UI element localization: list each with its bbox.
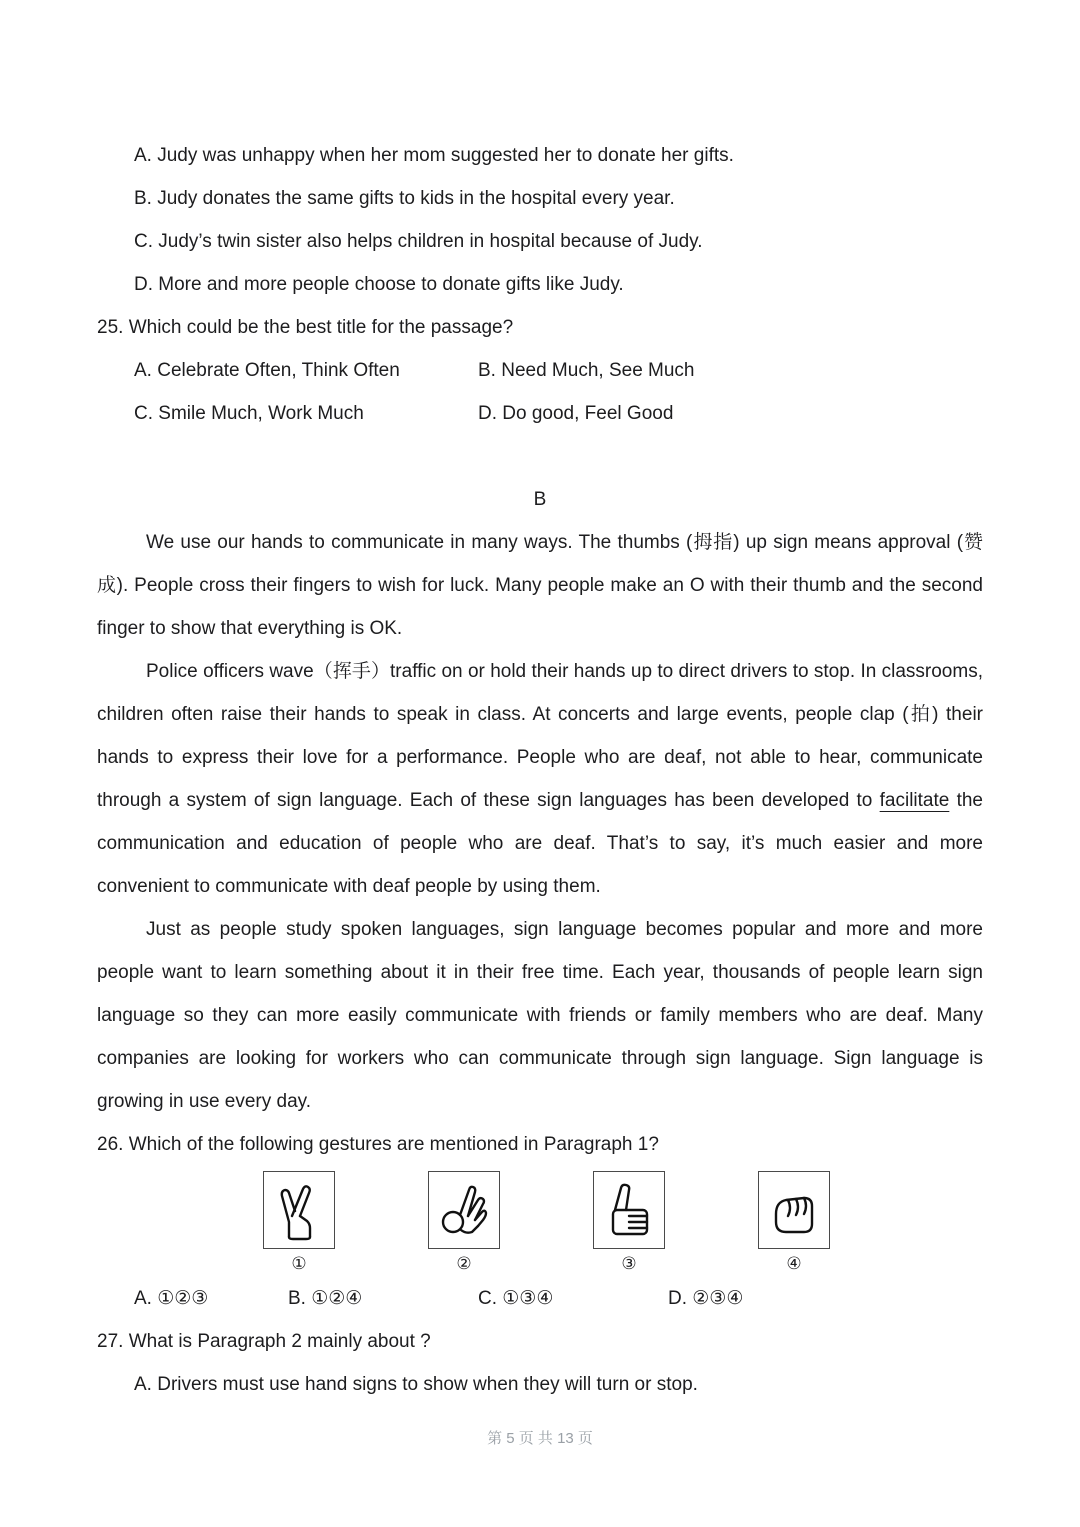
gesture-2-label: ②	[456, 1254, 472, 1273]
option-c: C. Smile Much, Work Much	[134, 403, 364, 424]
option-a: A. Judy was unhappy when her mom suggested her to donate her gifts.	[134, 145, 734, 166]
thumbs-up-icon	[601, 1178, 657, 1242]
option-b: B. ①②④	[288, 1288, 363, 1309]
gesture-1-box	[263, 1171, 335, 1249]
question-27-stem: 27. What is Paragraph 2 mainly about ?	[97, 1331, 431, 1352]
option-c: C. ①③④	[478, 1288, 554, 1309]
gesture-2-box	[428, 1171, 500, 1249]
passage-paragraph-2	[97, 650, 983, 908]
spacer	[97, 435, 983, 478]
option-a: A. Celebrate Often, Think Often	[134, 360, 400, 381]
page-number-footer: 第 5 页 共 13 页	[487, 1430, 593, 1447]
crossed-fingers-v-sign-icon	[274, 1178, 324, 1242]
paragraph-2-text-before: Police officers wave（挥手）traffic on or hold their hands up to direct drivers to stop. In classrooms, children often raise their hands to speak in class. At concerts and large events, people clap (拍) their hands to express their love for a performance. People who are deaf, not able to hear, communicate through a system of sign language. Each of these sign languages has been developed to	[97, 661, 983, 811]
gesture-4-box	[758, 1171, 830, 1249]
underlined-word-facilitate: facilitate	[879, 790, 950, 811]
passage-section-label: B	[533, 489, 547, 510]
ok-sign-icon	[436, 1178, 492, 1242]
question-26-stem: 26. Which of the following gestures are mentioned in Paragraph 1?	[97, 1134, 659, 1155]
option-d: D. ②③④	[668, 1288, 744, 1309]
gesture-3-label: ③	[621, 1254, 637, 1273]
gesture-images-row	[97, 1171, 983, 1277]
option-c: C. Judy’s twin sister also helps children in hospital because of Judy.	[134, 231, 703, 252]
option-b: B. Judy donates the same gifts to kids in the hospital every year.	[134, 188, 675, 209]
gesture-3-box	[593, 1171, 665, 1249]
gesture-2	[428, 1171, 500, 1277]
gesture-1	[263, 1171, 335, 1277]
question-24-options	[97, 134, 983, 306]
gesture-4-label: ④	[786, 1254, 802, 1273]
gesture-4	[758, 1171, 830, 1277]
option-d: D. Do good, Feel Good	[478, 403, 674, 424]
option-b: B. Need Much, See Much	[478, 360, 695, 381]
fist-icon	[766, 1178, 822, 1242]
paragraph-2-text-after: the communication and education of people who are deaf. That’s to say, it’s much easier and more convenient to communicate with deaf people by using them.	[97, 790, 983, 897]
passage-paragraph-3: Just as people study spoken languages, sign language becomes popular and more and more people want to learn something about it in their free time. Each year, thousands of people learn sign language so they can more easily communicate with friends or family members who are deaf. Many companies are looking for workers who can communicate through sign language. Sign language is growing in use every day.	[97, 919, 983, 1112]
option-d: D. More and more people choose to donate gifts like Judy.	[134, 274, 624, 295]
question-25-options-row-1	[97, 349, 983, 392]
gesture-1-label: ①	[291, 1254, 307, 1273]
question-25-options-row-2	[97, 392, 983, 435]
passage-paragraph-1: We use our hands to communicate in many ways. The thumbs (拇指) up sign means approval (赞成). People cross their fingers to wish for luck. Many people make an O with their thumb and the second finger to show that everything is OK.	[97, 532, 983, 639]
question-26-options-row	[97, 1277, 983, 1320]
option-a: A. ①②③	[134, 1288, 209, 1309]
gesture-3	[593, 1171, 665, 1277]
question-27-option-a: A. Drivers must use hand signs to show when they will turn or stop.	[134, 1374, 698, 1395]
question-25-stem: 25. Which could be the best title for the passage?	[97, 317, 514, 338]
